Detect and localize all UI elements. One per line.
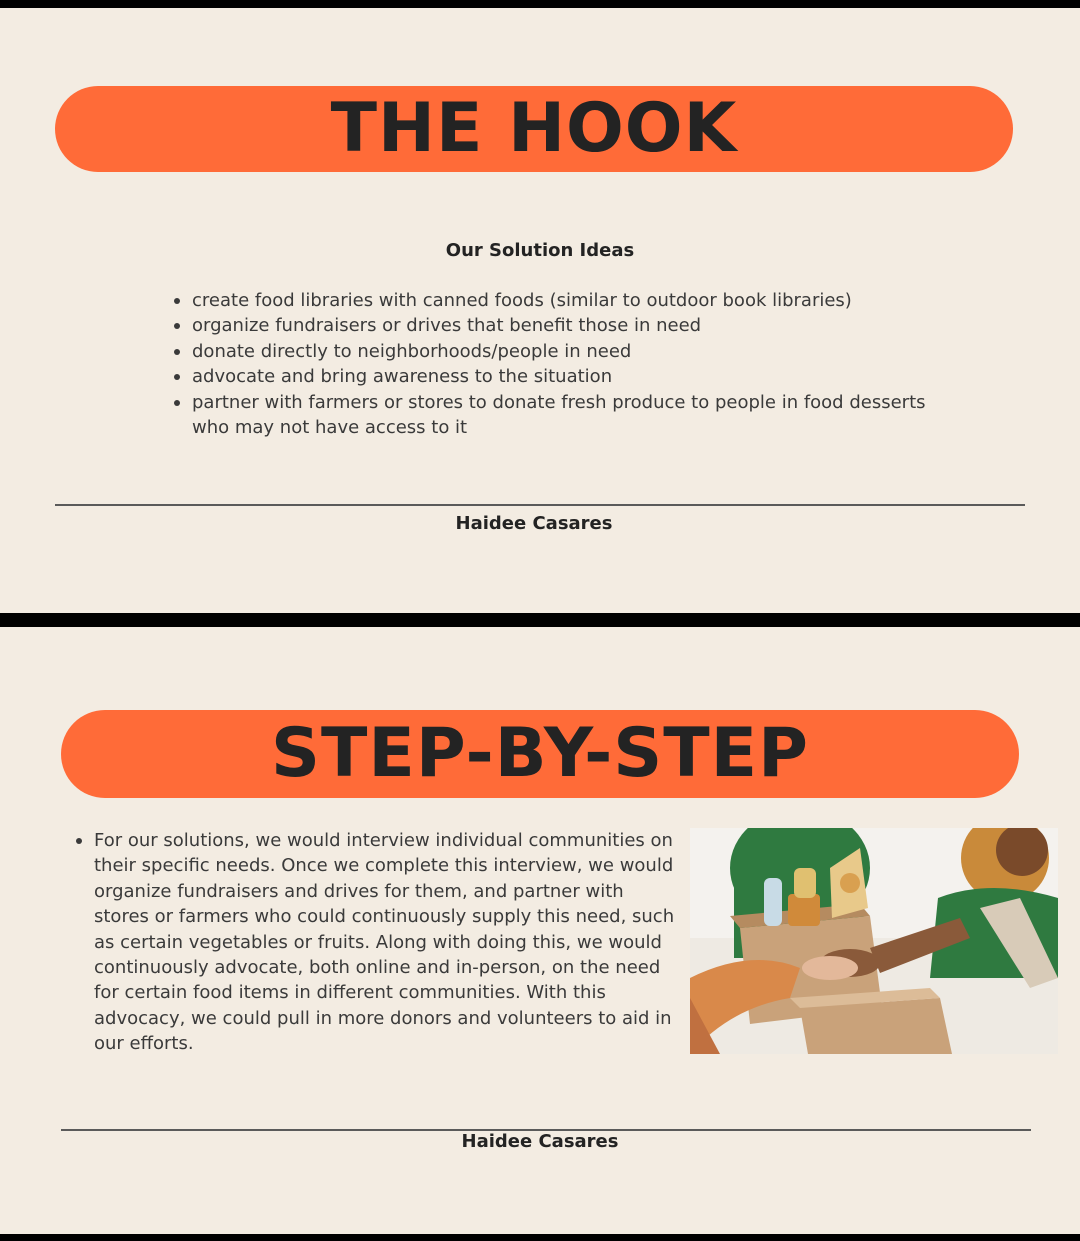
solution-list [174, 288, 934, 440]
list-item: For our solutions, we would interview individual communities on their specific needs. Once we complete this interview, we would organize fundraisers and drives for them, and partner with stores or farmers who could continuously supply this need, such as certain vegetables or fruits. Along with doing this, we would continuously advocate, both online and in-person, on the need for certain food items in different communities. With this advocacy, we could pull in more donors and volunteers to aid in our efforts. [76, 828, 676, 1057]
list-item: donate directly to neighborhoods/people in need [174, 339, 934, 364]
list-item: create food libraries with canned foods (similar to outdoor book libraries) [174, 288, 934, 313]
author-name: Haidee Casares [461, 1131, 619, 1152]
list-item: organize fundraisers or drives that benefit those in need [174, 313, 934, 338]
slide-the-hook [0, 8, 1080, 613]
food-donation-photo [690, 828, 1058, 1054]
divider [55, 504, 1025, 506]
slide-title: THE HOOK [330, 89, 738, 168]
steps-list [76, 828, 676, 1057]
slide-title: STEP-BY-STEP [271, 714, 809, 793]
slide-step-by-step [0, 627, 1080, 1234]
list-item: advocate and bring awareness to the situation [174, 364, 934, 389]
title-banner [61, 710, 1019, 798]
list-item: partner with farmers or stores to donate fresh produce to people in food desserts who may not have access to it [174, 390, 934, 441]
title-banner [55, 86, 1013, 172]
section-subheading: Our Solution Ideas [445, 240, 635, 261]
author-name: Haidee Casares [455, 513, 613, 534]
